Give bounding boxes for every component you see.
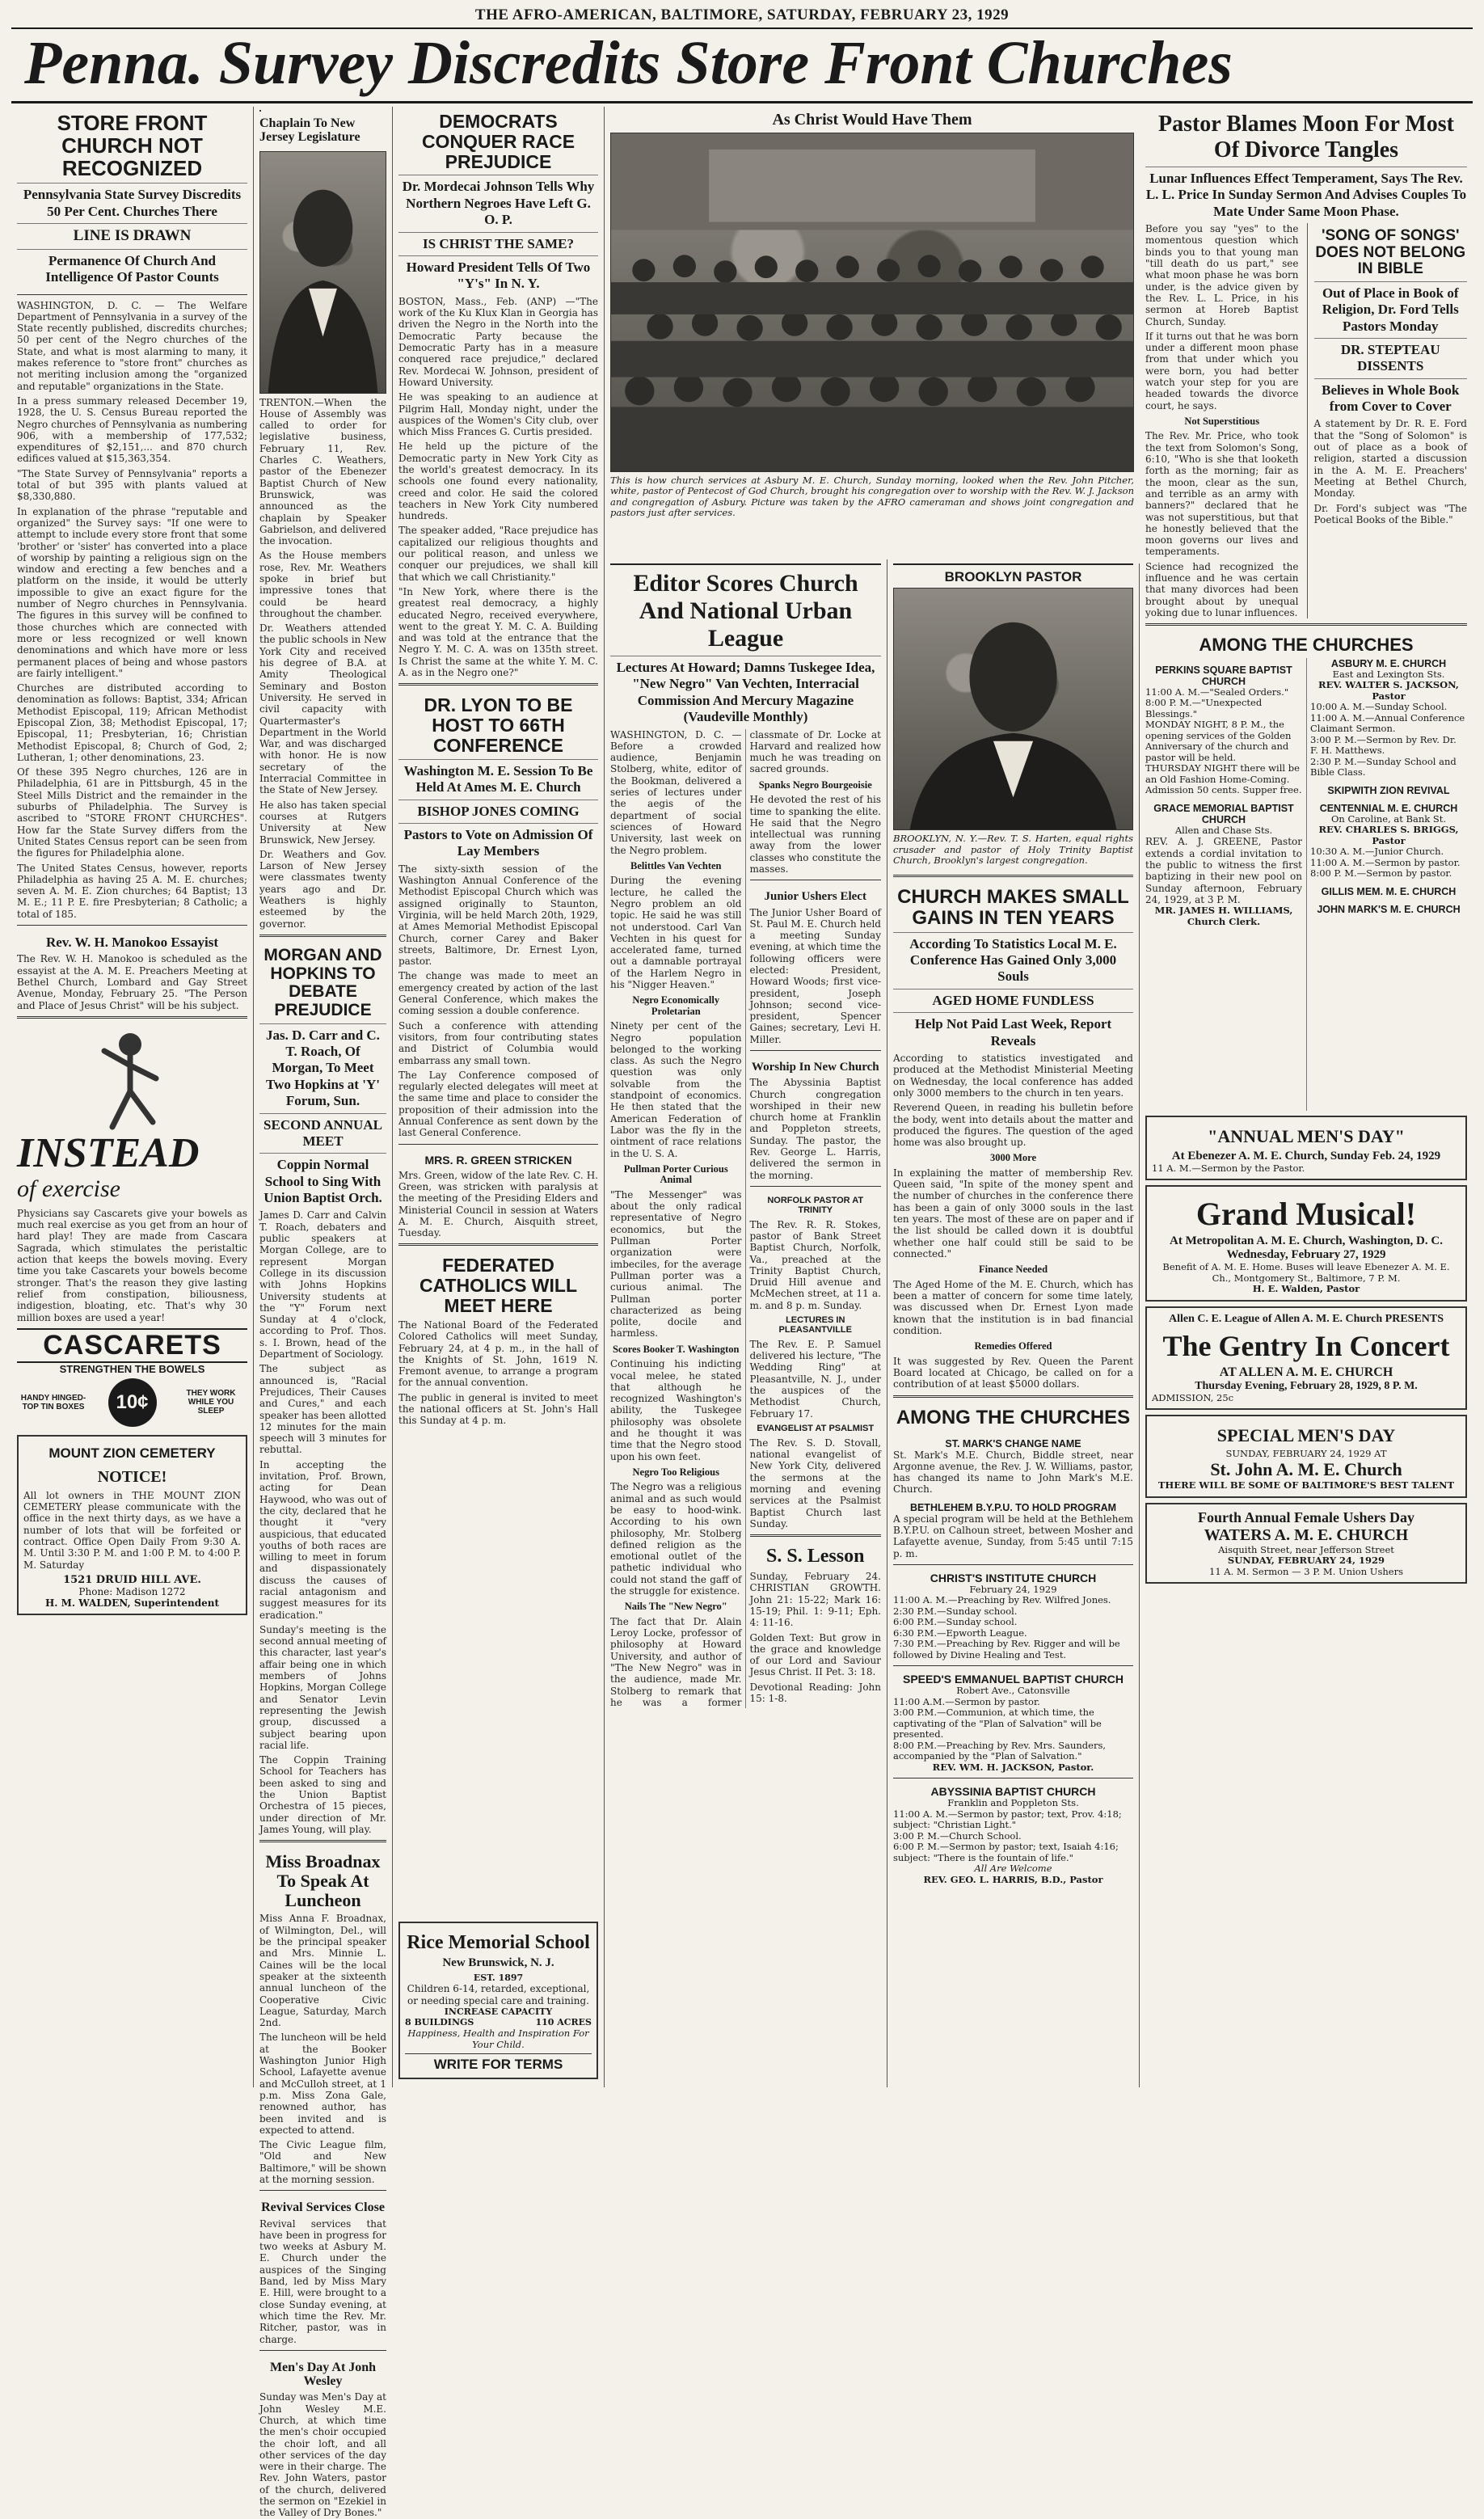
- special-mens-day-ad: [1145, 1415, 1467, 1498]
- col6-top-split: [1145, 223, 1467, 618]
- col2-body-13: The Civic League film, "Old and New Baltimore," will be shown at the morning session.: [259, 2139, 386, 2185]
- ad-tagline: STRENGTHEN THE BOWELS: [59, 1362, 205, 1375]
- col2-body-2: As the House members rose, Rev. Mr. Weathers spoke in brief but impressive tones that could be heard throughout the chamber.: [259, 550, 386, 619]
- female-ushers-church: WATERS A. M. E. CHURCH: [1204, 1525, 1409, 1544]
- col4-body-5: Continuing his indicting vocal melee, he stated that although he recognized Washington's ability, the Tuskegee philosophy was obsolete and he thought it was time that the Negro stood upon his own feet.: [610, 1358, 742, 1462]
- col5-sub-b: Finance Needed: [978, 1264, 1048, 1276]
- female-ushers-title: Fourth Annual Female Ushers Day: [1197, 1508, 1414, 1525]
- col3-body-4: The speaker added, "Race prejudice has capitalized our religious thoughts and our political reason, and unless we conquer our prejudices, we shall kill that which we call Christianity.": [398, 525, 598, 583]
- col1-headline: STORE FRONT CHURCH NOT RECOGNIZED: [57, 111, 208, 181]
- col6-head-3: AMONG THE CHURCHES: [1199, 635, 1414, 656]
- col4-head-7: EVANGELIST AT PSALMIST: [757, 1423, 875, 1433]
- feature-photo-title: As Christ Would Have Them: [772, 111, 972, 129]
- col2-sub-2b: SECOND ANNUAL MEET: [259, 1113, 386, 1154]
- col5-l1-body: St. Mark's M.E. Church, Biddle street, near Argonne avenue, the Rev. J. W. Williams, pastor, has changed its name to John Mark's M.E. Church.: [893, 1449, 1133, 1496]
- rice-ad-buildings: 8 BUILDINGS: [405, 2017, 474, 2027]
- column-1: [11, 107, 254, 2087]
- ad-title-1: INSTEAD: [17, 1129, 200, 1176]
- col3-sub-2b: BISHOP JONES COMING: [398, 800, 598, 823]
- col6-c5-title: SKIPWITH ZION REVIVAL: [1327, 784, 1450, 796]
- list-item: MONDAY NIGHT, 8 P. M., the opening services of the Golden Anniversary of the church and pastor will be held.: [1145, 719, 1292, 763]
- rice-ad-body: Children 6-14, retarded, exceptional, or needing special care and training.: [407, 1983, 590, 2006]
- list-item: 8:00 P. M.—Sermon by pastor.: [1310, 867, 1452, 880]
- col5-body-3: In explaining the matter of membership Rev. Queen said, "In spite of the money spent and the number of churches in the conference there has been a gain of only 3000 souls in the last ten years. The most of these are on paper and if the list should be called down it is doubtful whether one half could still be said to be connected.": [893, 1167, 1133, 1260]
- col3-body-3: He held up the picture of the Democratic party in New York City as the world's greatest democracy. In its schools one found every nationality, creed and color. He said the colored teachers in New York City numbered hundreds.: [398, 441, 598, 522]
- col5-body-4: The Aged Home of the M. E. Church, which has been a matter of concern for some time lately, was discussed when Dr. Ernest Lyon made known that the institution is in bad financial condition.: [893, 1278, 1133, 1336]
- list-item: 3:00 P. M.—Sermon by Rev. Dr. F. H. Matthews.: [1310, 733, 1457, 757]
- rice-ad-tagline: Happiness, Health and Inspiration For Your Child.: [407, 2027, 589, 2050]
- col4-sub-e: Spanks Negro Bourgeoisie: [758, 778, 872, 791]
- rice-ad-acres: 110 ACRES: [535, 2017, 592, 2027]
- col2-body-6: James D. Carr and Calvin T. Roach, debaters and public speakers at Morgan College, are to represent Morgan College in its discussion with Johns Hopkins University students at the "Y" Forum next Sunday at 4 o'clock, according to Prof. Thos. s. I. Brown, head of the Department of Sociology.: [259, 1209, 386, 1361]
- list-item: 11:00 A. M.—Annual Conference Claimant Sermon.: [1310, 711, 1465, 735]
- list-item: 2:30 P.M.—Sunday school.: [893, 1605, 1018, 1617]
- cemetery-notice-label: NOTICE!: [97, 1468, 167, 1487]
- col4-sub-g: Negro Too Religious: [632, 1466, 719, 1478]
- ad-title-2: of exercise: [17, 1175, 120, 1202]
- col6-moon-story: [1145, 223, 1299, 618]
- cemetery-notice: [17, 1435, 247, 1615]
- rice-ad-est: EST. 1897: [473, 1973, 524, 1984]
- col2-body-12: The luncheon will be held at the Booker Washington Junior High School, Lafayette avenue and McCulloh street, at 1 p.m. Miss Zona Gale, renowned author, has been invited and is expected to attend.: [259, 2032, 386, 2136]
- col4-body-13: Sunday, February 24. CHRISTIAN GROWTH. John 21: 15-22; Mark 16: 15-19; Phil. 1: 9-11; Eph. 4: 11-16.: [749, 1571, 881, 1629]
- col5-body-5: It was suggested by Rev. Queen the Parent Board located at Chicago, be called on for a contribution of at least $5000 dollars.: [893, 1355, 1133, 1390]
- col5-l1-title: ST. MARK'S CHANGE NAME: [945, 1437, 1081, 1449]
- col2-head-3: Miss Broadnax To Speak At Luncheon: [265, 1851, 381, 1910]
- col3-head-3: MRS. R. GREEN STRICKEN: [424, 1153, 572, 1167]
- rice-school-ad: [398, 1922, 598, 2080]
- gentry-sub: AT ALLEN A. M. E. CHURCH: [1219, 1365, 1393, 1379]
- col5-l4-sub: Robert Ave., Catonsville: [956, 1685, 1070, 1697]
- col6-body-5: A statement by Dr. R. E. Ford that the "Song of Solomon" is out of place as a book of religion, started a discussion in the A. M. E. Preachers' Meeting at Bethel Church, Monday.: [1313, 418, 1467, 500]
- col6-c8-sub: At Ebenezer A. M. E. Church, Sunday Feb. 24, 1929: [1171, 1149, 1441, 1162]
- list-item: 11:00 A. M.—Sermon by pastor.: [1310, 856, 1461, 868]
- col2-body-11: Miss Anna F. Broadnax, of Wilmington, Del., will be the principal speaker and Mrs. Minnie L. Caines will be the local speaker at the sixteenth annual luncheon of the Cooperative Civic League, Saturday, March 2nd.: [259, 1913, 386, 2029]
- col3-sub-1: Dr. Mordecai Johnson Tells Why Northern Negroes Have Left G. O. P.: [398, 175, 598, 231]
- col3-body-12: The public in general is invited to meet the national officers at St. John's Hall this Sunday at 4 p. m.: [398, 1391, 598, 1427]
- list-item: THURSDAY NIGHT there will be an Old Fashion Home-Coming. Admission 50 cents. Supper free.: [1145, 762, 1302, 796]
- col1-body-1: WASHINGTON, D. C. — The Welfare Department of Pennsylvania in a survey of the State recently published, discredits churches; 50 per cent of the Negro churches of the State, and what is most alarming to many, it makes reference to "store front" churches as not meriting inclusion among the "organized and reputable" organizations in the State.: [17, 299, 247, 392]
- ad-right-note: THEY WORK WHILE YOU SLEEP: [186, 1389, 236, 1416]
- col3-sub-2: Washington M. E. Session To Be Held At Ames M. E. Church: [398, 759, 598, 800]
- cemetery-body: All lot owners in THE MOUNT ZION CEMETERY please communicate with the office in the next thirty days, as we have a number of lots that will be forfeited or contract. Office Open Daily From 9:30 A. M. Until 3:30 P. M. and 1:00 P. M. to 4:00 P. M. Saturday: [23, 1489, 241, 1571]
- col6-c3-title: ASBURY M. E. CHURCH: [1330, 657, 1447, 669]
- list-item: 6:30 P.M.—Epworth League.: [893, 1627, 1027, 1639]
- col4-article: [610, 729, 881, 1709]
- list-item: 7:30 P.M.—Preaching by Rev. Rigger and will be followed by Divine Healing and Test.: [893, 1638, 1120, 1660]
- col4-sub-b: Negro Economically Proletarian: [632, 994, 720, 1017]
- list-item: 11:00 A. M.—Preaching by Rev. Wilfred Jones.: [893, 1594, 1111, 1606]
- col5-head-2: CHURCH MAKES SMALL GAINS IN TEN YEARS: [897, 885, 1129, 929]
- list-item: 8:00 P. M.—"Unexpected Blessings.": [1145, 697, 1263, 719]
- cascarets-ad: [17, 1023, 247, 1430]
- female-ushers-sub: Aisquith Street, near Jefferson Street: [1218, 1543, 1394, 1555]
- col2-body-5: Dr. Weathers and Gov. Larson of New Jersey were classmates twenty years ago and Dr. Weathers is highly esteemed by the governor.: [259, 848, 386, 930]
- col1-body-8: The Rev. W. H. Manokoo is scheduled as the essayist at the A. M. E. Preachers Meeting at Bethel Church, Lombard and Gay Street Avenue, Monday, February 25. "The Person and Place of Jesus Christ" will be his subject.: [17, 953, 247, 1011]
- col3-head-2: DR. LYON TO BE HOST TO 66TH CONFERENCE: [424, 694, 573, 756]
- congregation-crowd-icon: [611, 133, 1133, 471]
- cemetery-phone: Phone: Madison 1272: [78, 1585, 186, 1597]
- col4-body-15: Devotional Reading: John 15: 1-8.: [749, 1681, 881, 1705]
- col6-c8-title: "ANNUAL MEN'S DAY": [1208, 1125, 1405, 1146]
- col5-l2-body: A special program will be held at the Bethlehem B.Y.P.U. on Calhoun street, between Mosher and Lafayette avenue, Sunday, from 5:45 until 7:15 p. m.: [893, 1513, 1133, 1559]
- col6-c4-title: CENTENNIAL M. E. CHURCH: [1319, 802, 1458, 814]
- col3-body-7: The change was made to meet an emergency created by action of the last General Conference, which makes the coming session a double conference.: [398, 970, 598, 1017]
- col3-sub-2c: Pastors to Vote on Admission Of Lay Members: [398, 823, 598, 863]
- col3-body-1: BOSTON, Mass., Feb. (ANP) —"The work of the Ku Klux Klan in Georgia has driven the Negro in the North into the Democratic Party because the Democratic Party has in a measure conquered race prejudice," declared Rev. Mordecai W. Johnson, president of Howard University.: [398, 295, 598, 388]
- col6-c2-sub: Allen and Chase Sts.: [1174, 824, 1273, 836]
- col5-sub-c: Remedies Offered: [974, 1340, 1052, 1352]
- congregation-photo: [610, 133, 1134, 472]
- col5-body-1: According to statistics investigated and produced at the Methodist Ministerial Meeting on Wednesday, the local conference has added only 3000 members to the church in ten years.: [893, 1053, 1133, 1099]
- col6-c4-sub: On Caroline, at Bank St.: [1330, 812, 1447, 825]
- col6-c1-title: PERKINS SQUARE BAPTIST CHURCH: [1155, 664, 1292, 687]
- col4-body-9: The Abyssinia Baptist Church congregation worshiped in their new church home at Franklin and Poppleton streets, Sunday. The pastor, the Rev. George L. Harris, delivered the sermon in the morning.: [749, 1077, 881, 1181]
- ad-brand: CASCARETS: [17, 1328, 247, 1363]
- col6-body-6: Dr. Ford's subject was "The Poetical Books of the Bible.": [1313, 502, 1467, 525]
- col1-body-4: In explanation of the phrase "reputable and organized" the Survey says: "If one were to attempt to include every store front that some 'brother' or 'sister' has converted into a place of worship by painting a religious sign on the window and erecting a few benches and a platform on the inside, it would be utterly impossible to give an exact figure for the number of Negro churches in Pennsylvania. The figures in this survey will be confined to those churches which are connected with more or less recognized or well known denominations and which have more or less permanent places of being and whose pastors are fairly intelligent.": [17, 505, 247, 679]
- col1-body-2: In a press summary released December 19, 1928, the U. S. Census Bureau reported the Negro churches of Pennsylvania as numbering 906, with a membership of 177,532; expenditures of $2,151,... and 870 church edifices valued at $15,363,354.: [17, 395, 247, 465]
- col6-sub-1: Lunar Influences Effect Temperament, Says The Rev. L. L. Price In Sunday Sermon And Advises Couples To Mate Under Same Moon Phase.: [1145, 167, 1467, 223]
- col6-body-2: If it turns out that he was born under a different moon phase from that under which you were born, you had better watch your step for you are headed towards the divorce court, he says.: [1145, 330, 1299, 411]
- col3-body-10: Mrs. Green, widow of the late Rev. C. H. Green, was stricken with paralysis at the meeting of the Presiding Elders and Ministerial Council in session at Waters A. M. E. Church, Aisquith street, Tuesday.: [398, 1169, 598, 1239]
- col4-head-6: LECTURES IN PLEASANTVILLE: [778, 1315, 852, 1335]
- col3-body-11: The National Board of the Federated Colored Catholics will meet Sunday, February 24, at 4 p. m., in the hall of the Knights of St. John, 1619 N. Fremont avenue, to arrange a program for the annual convention.: [398, 1319, 598, 1389]
- col4-head-8: S. S. Lesson: [766, 1546, 865, 1568]
- grand-musical-ad: [1145, 1185, 1467, 1302]
- ad-illustration: [17, 1027, 247, 1132]
- col6-c3-sig: REV. WALTER S. JACKSON, Pastor: [1318, 679, 1459, 702]
- col4-body-1: WASHINGTON, D. C. — Before a crowded audience, Benjamin Stolberg, white, editor of the Bookman, delivered a series of lectures under the aegis of the department of social sciences of Howard University, last week on the Negro problem.: [610, 728, 742, 856]
- col1-body-5: Churches are distributed according to denomination as follows: Baptist, 334; African Methodist Episcopal, 119; African Methodist Episcopal Zion, 38; Methodist Episcopal, 17; Episcopal, 11; Presbyterian, 16; Christian Methodist Episcopal, 8; Church of God, 2; Lutheran, 1; other denominations, 23.: [17, 682, 247, 763]
- col3-body-9: The Lay Conference composed of regularly elected delegates will meet at the same time and place to consider the proposition of their admission into the Annual Conference as sent down by the last General Conference.: [398, 1069, 598, 1139]
- col4-body-16: The Negro was a religious animal and as such would be easy to hood-wink. According to his own philosophy, Mr. Stolberg defined religion as the emotional outlet of the pathetic individual who could not stand the gaff of the struggle for existence.: [610, 1481, 742, 1597]
- col3-body-8: Such a conference with attending visitors, from four contributing states and District of Columbia would embarrass any small town.: [398, 1019, 598, 1066]
- col5-l5-sig: REV. GEO. L. HARRIS, B.D., Pastor: [923, 1873, 1103, 1885]
- col6-body-4: Science had recognized the influence and he was certain that many divorces had been brought about by unequal yoking due to lunar influences.: [1145, 560, 1299, 618]
- col1-deck-1: Pennsylvania State Survey Discredits 50 Per Cent. Churches There: [17, 183, 247, 223]
- column-4-lower: [605, 563, 887, 2087]
- list-item: 2:30 P. M.—Sunday School and Bible Class.: [1310, 755, 1457, 778]
- col2-body-8: In accepting the invitation, Prof. Brown, acting for Dean Haywood, who was out of the city, declared that he thought it "very auspicious, that educated youths of both races are willing to meet in forum and dispassionately discuss the causes of racial antagonism and suggest measures for its eradication.": [259, 1458, 386, 1621]
- list-item: 6:00 P. M.—Sermon by pastor; text, Isaiah 4:16; subject: "There is the fountain of life.": [893, 1841, 1119, 1863]
- special-mens-day-church: St. John A. M. E. Church: [1210, 1459, 1402, 1480]
- col4-head-5: NORFOLK PASTOR AT TRINITY: [767, 1195, 864, 1215]
- column-5: [887, 563, 1140, 2087]
- feature-photo-caption: This is how church services at Asbury M. E. Church, Sunday morning, looked when the Rev. John Pitcher, white, pastor of Pentecost of God Church, brought his congregation over to worship with the Rev. W. J. Jackson and congregation of Asbury. Picture was taken by the AFRO cameraman and shows joint congregation and pastors just after services.: [610, 474, 1134, 519]
- ad-price-badge: 10¢: [108, 1378, 157, 1427]
- col6-sub-2: Out of Place in Book of Religion, Dr. Ford Tells Pastors Monday: [1314, 281, 1468, 338]
- col6-head-2: 'SONG OF SONGS' DOES NOT BELONG IN BIBLE: [1315, 227, 1466, 278]
- col4-body-10: The Rev. R. R. Stokes, pastor of Bank Street Baptist Church, Norfolk, Va., preached at the Trinity Baptist Church, Druid Hill avenue and McMechen street, at 11 a. m. and 8 p. m. Sunday.: [749, 1218, 881, 1311]
- col5-sub-a: 3000 More: [989, 1152, 1037, 1164]
- col2-body-3: Dr. Weathers attended the public schools in New York City and received his degree of B.A. at Amity Theological Seminary and Boston University. He served in civil capacity with Quartermaster's Department in the World War, and was discharged with honor. He is now secretary of the Interracial Committee in the State of New Jersey.: [259, 622, 386, 796]
- col6-c2-body: REV. A. J. GREENE, Pastor extends a cordial invitation to the public to witness the first baptizing in their new pool on Sunday afternoon, February 24, 1929, at 3 P. M.: [1145, 836, 1302, 905]
- grand-musical-title: Grand Musical!: [1195, 1196, 1417, 1233]
- cemetery-signature: H. M. WALDEN, Superintendent: [44, 1597, 220, 1609]
- col2-body-14: Revival services that have been in progress for two weeks at Asbury M. E. Church under the auspices of the Singing Band, led by Miss Mary E. Hill, were brought to a close Sunday evening, at which time the Rev. Mr. Ritcher, pastor, was in charge.: [259, 2217, 386, 2345]
- col4-body-7: The fact that Dr. Alain Leroy Locke, professor of philosophy at Howard University, and author of "The New Negro" was in the audience, made Mr. Stolberg to remark that he was a former classmate of Dr. Locke at Harvard and realized how much he was treading on sacred grounds.: [610, 728, 881, 1708]
- col1-body-6: Of these 395 Negro churches, 126 are in Philadelphia, 61 are in Pittsburgh, 45 in the Steel Mills District and the remainder in the suburbs of Philadelphia. The Survey is ascribed to "STORE FRONT CHURCHES". How far the State Survey differs from the United States Census report can be seen from the figures for Philadelphia alone.: [17, 766, 247, 859]
- special-mens-day-title: SPECIAL MEN'S DAY: [1216, 1425, 1396, 1446]
- gentry-admission: ADMISSION, 25c: [1152, 1391, 1234, 1403]
- col5-l4-sig: REV. WM. H. JACKSON, Pastor.: [932, 1761, 1094, 1773]
- ad-footer: [17, 1378, 247, 1427]
- grand-musical-sig: H. E. Walden, Pastor: [1252, 1283, 1360, 1295]
- col2-body-4: He also has taken special courses at Rutgers University at New Brunswick, New Jersey.: [259, 799, 386, 846]
- gentry-title: The Gentry In Concert: [1162, 1329, 1450, 1362]
- col1-deck-3: Permanence Of Church And Intelligence Of Pastor Counts: [17, 249, 247, 289]
- annual-mens-day-ad: [1145, 1116, 1467, 1180]
- rice-ad-facts: [405, 2017, 592, 2027]
- col6-c3-sub: East and Lexington Sts.: [1332, 668, 1445, 680]
- feature-photo-block: [605, 107, 1140, 559]
- col6-c6-title: GILLIS MEM. M. E. CHURCH: [1321, 885, 1457, 897]
- col3-sub-1b: IS CHRIST THE SAME?: [398, 232, 598, 255]
- female-ushers-day-ad: [1145, 1503, 1467, 1584]
- list-item: 3:00 P. M.—Church School.: [893, 1829, 1022, 1842]
- female-ushers-line: 11 A. M. Sermon — 3 P. M. Union Ushers: [1209, 1565, 1403, 1577]
- col4-body-8: The Junior Usher Board of St. Paul M. E. Church held a meeting Sunday evening, at which time the following officers were elected: President, Howard Woods; first vice-president, Joseph Johnson; second vice-president, Spencer Gaines; secretary, Levi H. Miller.: [749, 906, 881, 1045]
- col6-sub-2b: DR. STEPTEAU DISSENTS: [1314, 338, 1468, 378]
- col5-l3-title: CHRIST'S INSTITUTE CHURCH: [930, 1571, 1097, 1584]
- col6-body-3: The Rev. Mr. Price, who took the text from Solomon's Song, 6:10, "Who is she that looketh forth as the morning; fair as the moon, clear as the sun, and terrible as an army with banners?" declared that he was not superstitious, but that he honestly believed that the moon governs our lives and temperaments.: [1145, 430, 1299, 558]
- col5-sub-2c: Help Not Paid Last Week, Report Reveals: [893, 1012, 1133, 1053]
- grand-musical-body: Benefit of A. M. E. Home. Buses will leave Ebenezer A. M. E. Ch., Montgomery St., Baltimore, 7 P. M.: [1162, 1261, 1450, 1284]
- col4-sub-d: Scores Booker T. Washington: [612, 1343, 740, 1355]
- col6-c8-line: 11 A. M.—Sermon by the Pastor.: [1152, 1162, 1305, 1174]
- chaplain-portrait: [259, 151, 386, 394]
- list-item: 11:00 A. M.—"Sealed Orders.": [1145, 686, 1289, 698]
- banner-headline: Penna. Survey Discredits Store Front Churches: [11, 29, 1473, 103]
- col5-l3-date: February 24, 1929: [969, 1583, 1057, 1595]
- col5-caption: BROOKLYN, N. Y.—Rev. T. S. Harten, equal rights crusader and pastor of Holy Trinity Baptist Church, Brooklyn's largest congregation.: [893, 833, 1133, 867]
- col5-l5-title: ABYSSINIA BAPTIST CHURCH: [930, 1785, 1096, 1799]
- col4-body-14: Golden Text: But grow in the grace and knowledge of our Lord and Saviour Jesus Christ. II Pet. 3: 18.: [749, 1631, 881, 1678]
- col4-sub-a: Belittles Van Vechten: [630, 859, 722, 871]
- female-ushers-date: SUNDAY, FEBRUARY 24, 1929: [1227, 1555, 1385, 1567]
- list-item: 11:00 A.M.—Sermon by pastor.: [893, 1695, 1040, 1707]
- gentry-pre: Allen C. E. League of Allen A. M. E. Church PRESENTS: [1168, 1312, 1444, 1325]
- col5-l3-lines: [893, 1595, 1133, 1660]
- special-mens-day-sub: THERE WILL BE SOME OF BALTIMORE'S BEST TALENT: [1157, 1479, 1455, 1492]
- col2-body-7: The subject as announced is, "Racial Prejudices, Their Causes and Cures," and each speaker has been allotted 12 minutes for the main speech will 3 minutes for rebuttal.: [259, 1363, 386, 1456]
- special-mens-day-date: SUNDAY, FEBRUARY 24, 1929 AT: [1225, 1447, 1387, 1459]
- pastor-portrait-icon: [894, 589, 1132, 829]
- col4-sub-c: Pullman Porter Curious Animal: [623, 1162, 728, 1186]
- col4-body-3: Ninety per cent of the Negro population belonged to the working class. As such the Negro question was only solvable from the standpoint of economics. He then stated that the American Federation of Labor was the fly in the ointment of race relations in the U. S. A.: [610, 1020, 742, 1159]
- col3-body-6: The sixty-sixth session of the Washington Annual Conference of the Methodist Episcopal Church which was assigned originally to Staunton, Virginia, will be held March 20th, 1929, at Ames Memorial Methodist Episcopal Church, corner Carey and Baker streets, Baltimore, Dr. Ernest Lyon, pastor.: [398, 863, 598, 968]
- cemetery-title: MOUNT ZION CEMETERY: [48, 1445, 216, 1461]
- list-item: 6:00 P.M.—Sunday school.: [893, 1616, 1018, 1628]
- col1-head-2: Rev. W. H. Manokoo Essayist: [45, 935, 218, 951]
- portrait-silhouette-icon: [260, 152, 386, 393]
- list-item: 10:30 A. M.—Junior Church.: [1310, 846, 1444, 858]
- list-item: 11:00 A. M.—Sermon by pastor; text, Prov. 4:18; subject: "Christian Light.": [893, 1808, 1122, 1831]
- column-6: [1140, 107, 1473, 2087]
- col4-body-11: The Rev. E. P. Samuel delivered his lecture, "The Wedding Ring" at Pleasantville, N. J., under the auspices of the Methodist Church, February 17.: [749, 1338, 881, 1420]
- col6-body-1: Before you say "yes" to the momentous question which binds you to that young man "till death do us part," see what moon phase he was born under, is the advice given by the Rev. L. L. Price, in his sermon at Horeb Baptist Church, Sunday.: [1145, 223, 1299, 327]
- col5-photo-title: BROOKLYN PASTOR: [893, 563, 1133, 588]
- col3-body-5: "In New York, where there is the greatest real democracy, a highly educated Negro, received everywhere, went to the great Y. M. C. A. Building and was told at the entrance that the Negro Y. M. C. A. was on 135th street. Is Christ the same at the white Y. M. C. A. as in the Negro one?": [398, 585, 598, 679]
- col2-body-9: Sunday's meeting is the second annual meeting of this character, last year's affair being one in which members of Johns Hopkins, Morgan College and Senator Levin representing the Jewish group, discussed a subject bearing upon racial life.: [259, 1623, 386, 1751]
- col2-head-1: Chaplain To New Jersey Legislature: [259, 116, 360, 145]
- col5-head-3: AMONG THE CHURCHES: [896, 1406, 1131, 1428]
- col3-head-1: DEMOCRATS CONQUER RACE PREJUDICE: [421, 111, 575, 172]
- col6-song-story: [1307, 223, 1468, 618]
- col6-c4-sig: REV. CHARLES S. BRIGGS, Pastor: [1318, 824, 1459, 846]
- gentry-concert-ad: [1145, 1306, 1467, 1410]
- col4-head-2: Editor Scores Church And National Urban League: [610, 563, 881, 656]
- col2-head-2: MORGAN AND HOPKINS TO DEBATE PREJUDICE: [263, 945, 382, 1019]
- col5-l4-title: SPEED'S EMMANUEL BAPTIST CHURCH: [903, 1673, 1124, 1686]
- col5-body-2: Reverend Queen, in reading his bulletin before the body, went into details about the matter and produced the figures. The question of the aged home was also brought up.: [893, 1102, 1133, 1149]
- col4-head-4: Worship In New Church: [751, 1061, 879, 1074]
- col6-sub-a: Not Superstitious: [1184, 415, 1260, 427]
- col2-head-5: Men's Day At Jonh Wesley: [269, 2360, 377, 2389]
- col6-sub-2c: Believes in Whole Book from Cover to Cover: [1314, 378, 1468, 419]
- col3-sub-1c: Howard President Tells Of Two "Y's" In N. Y.: [398, 255, 598, 296]
- ad-left-note: HANDY HINGED-TOP TIN BOXES: [20, 1393, 86, 1411]
- list-item: 10:00 A. M.—Sunday School.: [1310, 701, 1448, 713]
- col3-head-4: FEDERATED CATHOLICS WILL MEET HERE: [419, 1255, 578, 1317]
- list-item: 8:00 P.M.—Preaching by Rev. Mrs. Saunders, accompanied by the "Plan of Salvation.": [893, 1739, 1106, 1762]
- col2-sub-2c: Coppin Normal School to Sing With Union Baptist Orch.: [259, 1153, 386, 1209]
- brooklyn-pastor-photo: [893, 588, 1133, 830]
- dateline: THE AFRO-AMERICAN, BALTIMORE, SATURDAY, FEBRUARY 23, 1929: [11, 6, 1473, 29]
- col4-body-12: The Rev. S. D. Stovall, national evangelist of New York City, delivered the sermons at the morning and evening services at the Psalmist Baptist Church last Sunday.: [749, 1437, 881, 1530]
- col5-sub-2b: AGED HOME FUNDLESS: [893, 989, 1133, 1012]
- ad-body: Physicians say Cascarets give your bowels as much real exercise as you get from an hour of hard play! They are made from Cascara Sagrada, which stimulates the peristaltic action that keeps the bowels moving. Every time you take Cascarets your bowels become stronger. That's the reason they give lasting relief from constipation, biliousness, indigestion, bloating, etc. That's why 30 million boxes are used a year!: [17, 1207, 247, 1323]
- col1-deck-2: LINE IS DRAWN: [17, 223, 247, 249]
- rice-ad-title: Rice Memorial School: [407, 1931, 590, 1953]
- col6-listings: [1145, 658, 1467, 1111]
- col2-head-4: Revival Services Close: [261, 2200, 385, 2215]
- rice-ad-capacity: INCREASE CAPACITY: [444, 2006, 553, 2017]
- list-item: 3:00 P.M.—Communion, at which time, the captivating of the "Plan of Salvation" will be presented.: [893, 1707, 1102, 1741]
- cemetery-address: 1521 DRUID HILL AVE.: [63, 1573, 201, 1586]
- col2-sub-2: Jas. D. Carr and C. T. Roach, Of Morgan, To Meet Two Hopkins at 'Y' Forum, Sun.: [259, 1023, 386, 1113]
- columns: [11, 107, 1473, 2519]
- col1-body-7: The United States Census, however, reports Philadelphia as having 25 A. M. E. churches; seven A. M. E. Zion churches; 64 Baptist; 13 M. E.; 11 P. E. fire Presbyterian; 8 Catholic; a total of 185.: [17, 862, 247, 920]
- col5-l5-sub: Franklin and Poppleton Sts.: [947, 1797, 1079, 1809]
- col6-c2-sig: MR. JAMES H. WILLIAMS, Church Clerk.: [1154, 905, 1293, 927]
- gentry-date: Thursday Evening, February 28, 1929, 8 P. M.: [1195, 1379, 1418, 1392]
- col6-c7-title: JOHN MARK'S M. E. CHURCH: [1317, 903, 1461, 915]
- grand-musical-sub: At Metropolitan A. M. E. Church, Washington, D. C. Wednesday, February 27, 1929: [1170, 1234, 1443, 1262]
- rice-ad-cta: WRITE FOR TERMS: [405, 2053, 592, 2073]
- rice-ad-city: New Brunswick, N. J.: [442, 1956, 554, 1970]
- col5-l5-foot: All Are Welcome: [974, 1863, 1052, 1875]
- col5-l2-title: BETHLEHEM B.Y.P.U. TO HOLD PROGRAM: [909, 1501, 1117, 1513]
- dancer-illustration-icon: [17, 1027, 243, 1132]
- col6-head-1: Pastor Blames Moon For Most Of Divorce Tangles: [1157, 112, 1455, 162]
- col4-body-2: During the evening lecture, he called the Negro problem an old topic. He said he was still not understood. Carl Van Vechten in his quest for accelerated fame, turned out a damnable portrayal of the Harlem Negro in his "Nigger Heaven.": [610, 875, 742, 990]
- col6-c2-title: GRACE MEMORIAL BAPTIST CHURCH: [1153, 802, 1294, 825]
- col2-body-1: TRENTON.—When the House of Assembly was called to order for legislative business, February 11, Rev. Charles C. Weathers, pastor of the Ebenezer Baptist Church of New Brunswick, was announced as the chaplain by Speaker Gabrielson, and delivered the invocation.: [259, 396, 386, 547]
- col3-body-2: He was speaking to an audience at Pilgrim Hall, Monday night, under the auspices of the Women's City club, over which Miss Frances G. Curtis presided.: [398, 391, 598, 438]
- col4-sub-2: Lectures At Howard; Damns Tuskegee Idea, "New Negro" Van Vechten, Interracial Commission And Mercury Magazine (Vaudeville Monthly): [610, 656, 881, 729]
- column-2: [254, 107, 393, 2519]
- col4-sub-f: Nails The "New Negro": [624, 1601, 727, 1613]
- col2-body-15: Sunday was Men's Day at John Wesley M.E. Church, at which time the men's choir occupied the choir loft, and all other services of the day were in their charge. The Rev. John Waters, pastor of the church, delivered the sermon on "Ezekiel in the Valley of Dry Bones.": [259, 2391, 386, 2519]
- col2-body-10: The Coppin Training School for Teachers has been asked to sing and the Union Baptist Orchestra of 15 pieces, under direction of Mr. James Young, will play.: [259, 1754, 386, 1835]
- column-3: [393, 107, 605, 2087]
- col1-body-3: "The State Survey of Pennsylvania" reports a total of but 395 with plants valued at $8,330,880.: [17, 467, 247, 503]
- col5-sub-2: According To Statistics Local M. E. Conference Has Gained Only 3,000 Souls: [893, 932, 1133, 989]
- col4-body-6: He devoted the rest of his time to spanking the elite. He said that the Negro intellectual was running away from the lower classes who constitute the masses.: [749, 794, 881, 876]
- col4-head-3: Junior Ushers Elect: [764, 890, 866, 904]
- col4-body-4: "The Messenger" was about the only radical representative of Negro economics, but the Pullman Porter organization were imbeciles, for the average Pullman porter was a curious animal. The Pullman porter characterized as being polite, docile and harmless.: [610, 1188, 742, 1340]
